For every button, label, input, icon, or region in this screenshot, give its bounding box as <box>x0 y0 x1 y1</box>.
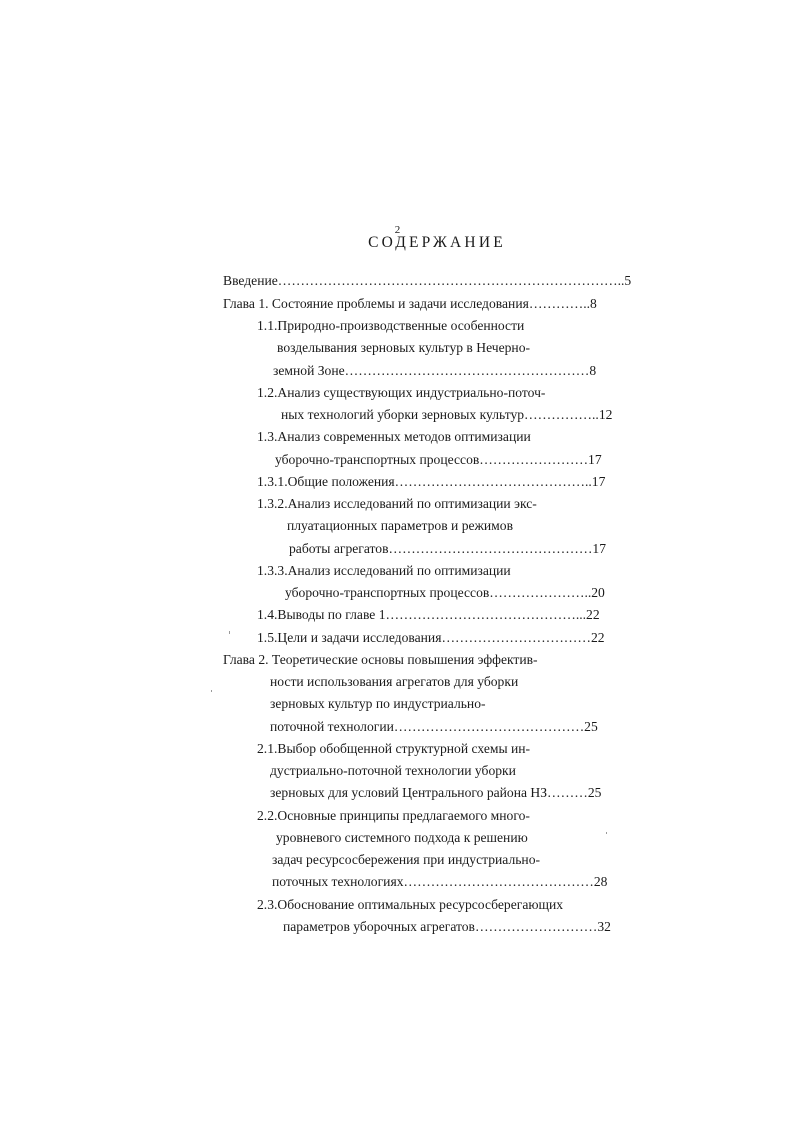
toc-entry-1-2-cont: ных технологий уборки зерновых культур……………..12 <box>281 407 613 422</box>
toc-entry-2-2-cont: уровневого системного подхода к решению <box>276 830 528 845</box>
page-title: СОДЕРЖАНИЕ <box>368 234 506 251</box>
toc-entry-chapter-2-cont: зерновых культур по индустриально- <box>270 696 486 711</box>
toc-entry-1-3-2-cont: плуатационных параметров и режимов <box>287 518 514 533</box>
toc-entry-1-3-3: 1.3.3.Анализ исследований по оптимизации <box>257 563 511 578</box>
toc-entry-1-4: 1.4.Выводы по главе 1……………………………………...22 <box>257 607 600 622</box>
toc-entry-1-1: 1.1.Природно-производственные особенности <box>257 318 525 333</box>
toc-entry-2-2-cont: поточных технологиях……………………………………28 <box>272 874 608 889</box>
toc-entry-1-3-2-cont: работы агрегатов………………………………………17 <box>289 541 607 556</box>
toc-entry-chapter-2: Глава 2. Теоретические основы повышения эффектив- <box>223 652 538 667</box>
scan-speck <box>606 832 607 834</box>
toc-entry-chapter-2-cont: ности использования агрегатов для уборки <box>270 674 519 689</box>
toc-entry-1-1-cont: возделывания зерновых культур в Нечерно- <box>277 340 531 355</box>
toc-entry-1-3-2: 1.3.2.Анализ исследований по оптимизации экс- <box>257 496 537 511</box>
scan-speck <box>229 631 230 634</box>
toc-entry-introduction: Введение…………………………………………………………………..5 <box>223 273 632 288</box>
toc-entry-2-3: 2.3.Обоснование оптимальных ресурсосберегающих <box>257 897 564 912</box>
page-number: 2 <box>394 224 401 236</box>
toc-entry-1-3: 1.3.Анализ современных методов оптимизации <box>257 429 531 444</box>
toc-entry-2-2-cont: задач ресурсосбережения при индустриально- <box>272 852 541 867</box>
toc-entry-1-2: 1.2.Анализ существующих индустриально-поточ- <box>257 385 546 400</box>
toc-entry-2-1: 2.1.Выбор обобщенной структурной схемы ин- <box>257 741 531 756</box>
toc-entry-1-3-3-cont: уборочно-транспортных процессов…………………..20 <box>285 585 605 600</box>
toc-entry-2-3-cont: параметров уборочных агрегатов………………………32 <box>283 919 611 934</box>
toc-entry-chapter-2-cont: поточной технологии……………………………………25 <box>270 719 598 734</box>
toc-entry-chapter-1: Глава 1. Состояние проблемы и задачи исследования…………..8 <box>223 296 597 311</box>
toc-entry-2-2: 2.2.Основные принципы предлагаемого много- <box>257 808 530 823</box>
toc-entry-2-1-cont: зерновых для условий Центрального района НЗ………25 <box>270 785 602 800</box>
toc-entry-1-3-cont: уборочно-транспортных процессов……………………17 <box>275 452 602 467</box>
toc-entry-1-5: 1.5.Цели и задачи исследования……………………………22 <box>257 630 605 645</box>
toc-entry-1-1-cont: земной Зоне………………………………………………8 <box>273 363 597 378</box>
toc-entry-1-3-1: 1.3.1.Общие положения……………………………………..17 <box>257 474 606 489</box>
toc-entry-2-1-cont: дустриально-поточной технологии уборки <box>270 763 516 778</box>
scan-speck <box>211 690 212 692</box>
